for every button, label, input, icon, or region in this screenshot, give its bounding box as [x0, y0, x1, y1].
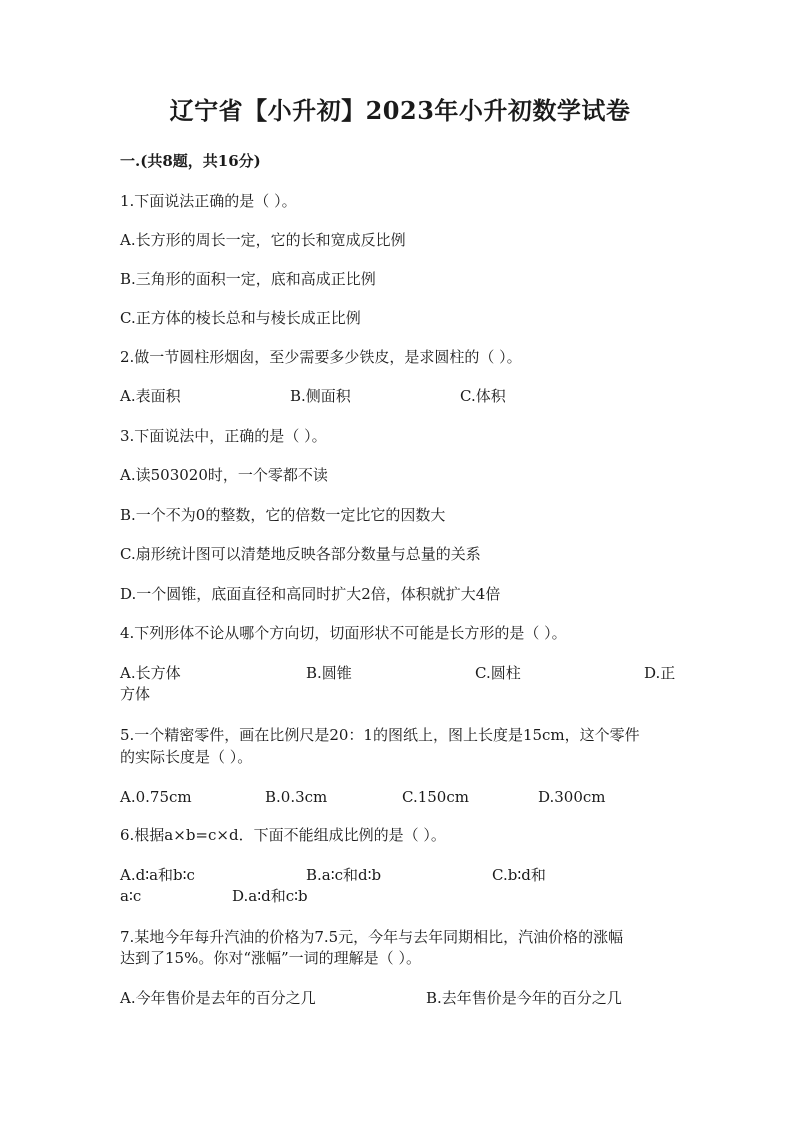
question-3-option-c[interactable]: C.扇形统计图可以清楚地反映各部分数量与总量的关系: [120, 545, 481, 563]
question-1-option-b[interactable]: B.三角形的面积一定，底和高成正比例: [120, 270, 376, 288]
question-6-stem: 6.根据a×b=c×d．下面不能组成比例的是（ ）。: [120, 826, 446, 844]
question-7-option-b[interactable]: B.去年售价是今年的百分之几: [426, 989, 622, 1007]
question-2-stem: 2.做一节圆柱形烟囱，至少需要多少铁皮，是求圆柱的（ ）。: [120, 348, 522, 366]
question-1-option-c[interactable]: C.正方体的棱长总和与棱长成正比例: [120, 309, 361, 327]
page-title: 辽宁省【小升初】2023年小升初数学试卷: [169, 96, 631, 125]
section-heading: 一.(共8题，共16分): [120, 152, 261, 170]
question-5-stem-cont: 的实际长度是（ ）。: [120, 748, 253, 766]
question-5-option-c[interactable]: C.150cm: [402, 788, 469, 806]
question-2-option-c[interactable]: C.体积: [460, 387, 506, 405]
question-4-option-d-wrap: 方体: [120, 685, 151, 703]
question-5-option-b[interactable]: B.0.3cm: [265, 788, 328, 806]
question-4-option-a[interactable]: A.长方体: [120, 664, 181, 682]
question-3-option-a[interactable]: A.读503020时，一个零都不读: [120, 466, 328, 484]
question-6-option-d[interactable]: D.a∶d和c∶b: [232, 887, 308, 905]
question-5-stem: 5.一个精密零件，画在比例尺是20：1的图纸上，图上长度是15cm，这个零件: [120, 726, 640, 744]
question-3-option-b[interactable]: B.一个不为0的整数，它的倍数一定比它的因数大: [120, 506, 446, 524]
question-4-option-b[interactable]: B.圆锥: [306, 664, 352, 682]
question-2-option-a[interactable]: A.表面积: [120, 387, 181, 405]
question-5-option-d[interactable]: D.300cm: [538, 788, 606, 806]
question-4-option-c[interactable]: C.圆柱: [475, 664, 521, 682]
question-6-option-c-wrap: a∶c: [120, 887, 142, 905]
question-7-stem-cont: 达到了15%。你对“涨幅”一词的理解是（ ）。: [120, 949, 421, 967]
question-1-stem: 1.下面说法正确的是（ ）。: [120, 192, 297, 210]
question-6-option-a[interactable]: A.d∶a和b∶c: [120, 866, 195, 884]
question-7-stem: 7.某地今年每升汽油的价格为7.5元，今年与去年同期相比，汽油价格的涨幅: [120, 928, 624, 946]
question-5-option-a[interactable]: A.0.75cm: [120, 788, 192, 806]
question-4-option-d[interactable]: D.正: [644, 664, 676, 682]
question-2-option-b[interactable]: B.侧面积: [290, 387, 351, 405]
question-4-stem: 4.下列形体不论从哪个方向切，切面形状不可能是长方形的是（ ）。: [120, 624, 567, 642]
question-6-option-b[interactable]: B.a∶c和d∶b: [306, 866, 382, 884]
question-1-option-a[interactable]: A.长方形的周长一定，它的长和宽成反比例: [120, 231, 406, 249]
question-3-option-d[interactable]: D.一个圆锥，底面直径和高同时扩大2倍，体积就扩大4倍: [120, 585, 501, 603]
question-6-option-c[interactable]: C.b∶d和: [492, 866, 546, 884]
question-7-option-a[interactable]: A.今年售价是去年的百分之几: [120, 989, 316, 1007]
question-3-stem: 3.下面说法中，正确的是（ ）。: [120, 427, 327, 445]
